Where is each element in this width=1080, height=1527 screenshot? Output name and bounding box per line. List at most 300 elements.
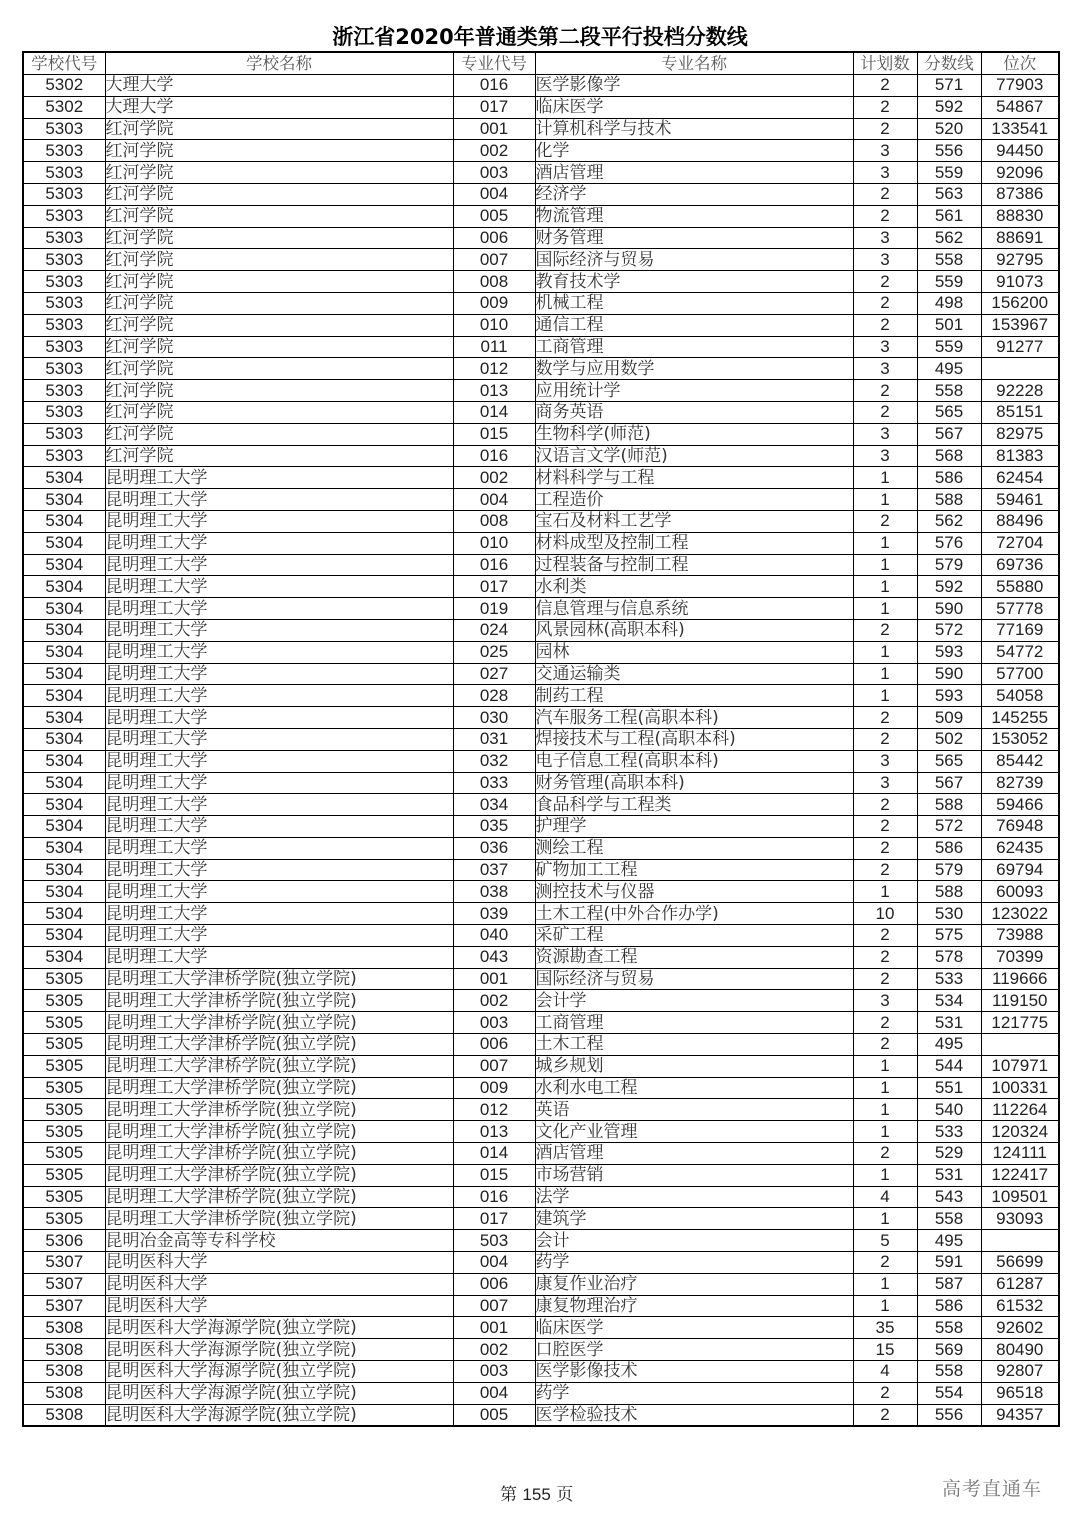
cell-plan-count: 2	[853, 1252, 917, 1274]
cell-major-name: 交通运输类	[535, 663, 853, 685]
table-row	[23, 881, 1059, 903]
cell-score-line: 593	[917, 641, 981, 663]
cell-school-name: 昆明理工大学	[105, 903, 453, 925]
cell-rank: 61532	[981, 1295, 1059, 1317]
cell-rank: 54058	[981, 685, 1059, 707]
cell-school-name: 昆明理工大学	[105, 641, 453, 663]
cell-rank: 156200	[981, 292, 1059, 314]
cell-score-line: 551	[917, 1077, 981, 1099]
cell-major-code: 005	[453, 205, 535, 227]
cell-major-name: 材料成型及控制工程	[535, 532, 853, 554]
cell-major-code: 007	[453, 1295, 535, 1317]
cell-major-code: 028	[453, 685, 535, 707]
table-row	[23, 598, 1059, 620]
cell-plan-count: 2	[853, 1404, 917, 1426]
header-school-code: 学校代号	[23, 52, 105, 75]
cell-rank: 93093	[981, 1208, 1059, 1230]
cell-school-name: 昆明理工大学	[105, 489, 453, 511]
cell-plan-count: 2	[853, 794, 917, 816]
cell-rank: 87386	[981, 183, 1059, 205]
cell-major-name: 国际经济与贸易	[535, 249, 853, 271]
cell-school-name: 昆明理工大学津桥学院(独立学院)	[105, 1099, 453, 1121]
cell-plan-count: 2	[853, 314, 917, 336]
cell-rank: 72704	[981, 532, 1059, 554]
cell-major-name: 宝石及材料工艺学	[535, 510, 853, 532]
cell-rank: 92807	[981, 1361, 1059, 1383]
cell-rank: 107971	[981, 1055, 1059, 1077]
cell-rank: 112264	[981, 1099, 1059, 1121]
cell-major-name: 信息管理与信息系统	[535, 598, 853, 620]
table-row	[23, 968, 1059, 990]
cell-score-line: 572	[917, 619, 981, 641]
cell-school-name: 昆明医科大学	[105, 1252, 453, 1274]
table-row	[23, 423, 1059, 445]
table-row	[23, 619, 1059, 641]
cell-score-line: 559	[917, 336, 981, 358]
cell-rank: 62435	[981, 837, 1059, 859]
cell-score-line: 554	[917, 1382, 981, 1404]
cell-school-code: 5304	[23, 707, 105, 729]
cell-score-line: 495	[917, 1034, 981, 1056]
cell-score-line: 556	[917, 1404, 981, 1426]
cell-major-code: 043	[453, 946, 535, 968]
cell-school-code: 5304	[23, 837, 105, 859]
table-row	[23, 554, 1059, 576]
cell-major-code: 034	[453, 794, 535, 816]
cell-school-name: 昆明理工大学津桥学院(独立学院)	[105, 1077, 453, 1099]
cell-major-name: 采矿工程	[535, 925, 853, 947]
cell-school-code: 5307	[23, 1252, 105, 1274]
cell-rank	[981, 358, 1059, 380]
cell-school-name: 红河学院	[105, 423, 453, 445]
cell-major-name: 商务英语	[535, 401, 853, 423]
cell-rank: 96518	[981, 1382, 1059, 1404]
cell-major-code: 004	[453, 1252, 535, 1274]
cell-score-line: 587	[917, 1273, 981, 1295]
cell-major-code: 007	[453, 249, 535, 271]
cell-major-code: 004	[453, 1382, 535, 1404]
table-row	[23, 1055, 1059, 1077]
cell-plan-count: 1	[853, 1099, 917, 1121]
cell-plan-count: 1	[853, 1273, 917, 1295]
cell-major-name: 医学影像技术	[535, 1361, 853, 1383]
cell-major-name: 会计	[535, 1230, 853, 1252]
cell-plan-count: 2	[853, 75, 917, 97]
cell-plan-count: 3	[853, 358, 917, 380]
cell-school-code: 5303	[23, 292, 105, 314]
cell-plan-count: 1	[853, 881, 917, 903]
cell-rank: 70399	[981, 946, 1059, 968]
cell-plan-count: 2	[853, 728, 917, 750]
cell-major-code: 025	[453, 641, 535, 663]
cell-school-name: 昆明理工大学	[105, 663, 453, 685]
cell-school-name: 昆明理工大学	[105, 510, 453, 532]
cell-rank: 77903	[981, 75, 1059, 97]
cell-school-code: 5304	[23, 881, 105, 903]
cell-school-name: 红河学院	[105, 271, 453, 293]
cell-major-name: 焊接技术与工程(高职本科)	[535, 728, 853, 750]
cell-school-name: 昆明理工大学津桥学院(独立学院)	[105, 1164, 453, 1186]
table-row	[23, 1317, 1059, 1339]
cell-school-name: 昆明理工大学	[105, 532, 453, 554]
cell-plan-count: 3	[853, 249, 917, 271]
table-row	[23, 380, 1059, 402]
cell-plan-count: 2	[853, 271, 917, 293]
cell-major-name: 机械工程	[535, 292, 853, 314]
cell-rank: 73988	[981, 925, 1059, 947]
cell-major-code: 030	[453, 707, 535, 729]
cell-school-code: 5303	[23, 271, 105, 293]
cell-school-name: 红河学院	[105, 227, 453, 249]
page-number-value: 155	[522, 1485, 551, 1504]
cell-plan-count: 2	[853, 946, 917, 968]
cell-plan-count: 2	[853, 1143, 917, 1165]
cell-score-line: 590	[917, 663, 981, 685]
header-school-name: 学校名称	[105, 52, 453, 75]
cell-rank: 145255	[981, 707, 1059, 729]
cell-school-code: 5304	[23, 772, 105, 794]
cell-major-name: 材料科学与工程	[535, 467, 853, 489]
cell-school-code: 5305	[23, 1012, 105, 1034]
cell-plan-count: 3	[853, 140, 917, 162]
cell-school-name: 昆明理工大学	[105, 467, 453, 489]
cell-school-name: 红河学院	[105, 336, 453, 358]
cell-school-name: 大理大学	[105, 75, 453, 97]
cell-rank: 85442	[981, 750, 1059, 772]
cell-rank: 153967	[981, 314, 1059, 336]
score-table	[22, 51, 1060, 1427]
cell-score-line: 533	[917, 968, 981, 990]
cell-plan-count: 2	[853, 925, 917, 947]
cell-school-name: 红河学院	[105, 183, 453, 205]
cell-major-name: 药学	[535, 1382, 853, 1404]
cell-rank: 153052	[981, 728, 1059, 750]
cell-major-name: 测绘工程	[535, 837, 853, 859]
cell-school-code: 5304	[23, 532, 105, 554]
cell-major-code: 002	[453, 990, 535, 1012]
table-row	[23, 707, 1059, 729]
cell-plan-count: 1	[853, 598, 917, 620]
cell-school-name: 昆明理工大学	[105, 707, 453, 729]
cell-major-code: 012	[453, 358, 535, 380]
cell-major-code: 001	[453, 1317, 535, 1339]
cell-plan-count: 4	[853, 1186, 917, 1208]
cell-major-code: 015	[453, 423, 535, 445]
table-row	[23, 1273, 1059, 1295]
cell-plan-count: 2	[853, 401, 917, 423]
cell-rank: 82739	[981, 772, 1059, 794]
cell-school-name: 昆明医科大学海源学院(独立学院)	[105, 1361, 453, 1383]
cell-major-code: 017	[453, 576, 535, 598]
cell-rank: 109501	[981, 1186, 1059, 1208]
table-row	[23, 1099, 1059, 1121]
cell-major-name: 工商管理	[535, 1012, 853, 1034]
cell-rank: 54867	[981, 96, 1059, 118]
cell-plan-count: 2	[853, 183, 917, 205]
table-row	[23, 96, 1059, 118]
cell-school-name: 红河学院	[105, 358, 453, 380]
cell-school-name: 红河学院	[105, 140, 453, 162]
cell-major-name: 化学	[535, 140, 853, 162]
cell-major-name: 经济学	[535, 183, 853, 205]
cell-score-line: 592	[917, 576, 981, 598]
cell-school-code: 5304	[23, 794, 105, 816]
cell-school-name: 昆明理工大学	[105, 576, 453, 598]
cell-plan-count: 15	[853, 1339, 917, 1361]
cell-rank	[981, 1230, 1059, 1252]
cell-school-name: 昆明理工大学津桥学院(独立学院)	[105, 1208, 453, 1230]
cell-score-line: 592	[917, 96, 981, 118]
cell-major-code: 010	[453, 314, 535, 336]
cell-rank: 85151	[981, 401, 1059, 423]
cell-plan-count: 2	[853, 1382, 917, 1404]
table-row	[23, 1186, 1059, 1208]
cell-major-name: 汽车服务工程(高职本科)	[535, 707, 853, 729]
cell-major-name: 土木工程(中外合作办学)	[535, 903, 853, 925]
cell-rank: 56699	[981, 1252, 1059, 1274]
cell-plan-count: 3	[853, 336, 917, 358]
cell-major-code: 016	[453, 554, 535, 576]
cell-rank: 92228	[981, 380, 1059, 402]
cell-plan-count: 2	[853, 837, 917, 859]
cell-school-name: 昆明冶金高等专科学校	[105, 1230, 453, 1252]
cell-rank: 55880	[981, 576, 1059, 598]
cell-major-name: 建筑学	[535, 1208, 853, 1230]
cell-rank: 81383	[981, 445, 1059, 467]
cell-plan-count: 2	[853, 118, 917, 140]
cell-school-name: 大理大学	[105, 96, 453, 118]
cell-major-code: 040	[453, 925, 535, 947]
cell-major-name: 数学与应用数学	[535, 358, 853, 380]
cell-score-line: 590	[917, 598, 981, 620]
header-rank: 位次	[981, 52, 1059, 75]
cell-plan-count: 5	[853, 1230, 917, 1252]
cell-major-code: 004	[453, 489, 535, 511]
cell-major-name: 财务管理(高职本科)	[535, 772, 853, 794]
cell-school-code: 5303	[23, 445, 105, 467]
table-row	[23, 990, 1059, 1012]
cell-school-code: 5305	[23, 1121, 105, 1143]
cell-major-code: 015	[453, 1164, 535, 1186]
table-row	[23, 837, 1059, 859]
cell-major-code: 008	[453, 271, 535, 293]
brand-watermark: 高考直通车	[942, 1478, 1043, 1500]
cell-major-name: 水利类	[535, 576, 853, 598]
cell-rank: 122417	[981, 1164, 1059, 1186]
cell-score-line: 558	[917, 1317, 981, 1339]
cell-school-code: 5305	[23, 1099, 105, 1121]
table-row	[23, 336, 1059, 358]
cell-rank: 94450	[981, 140, 1059, 162]
cell-school-name: 红河学院	[105, 314, 453, 336]
cell-school-name: 昆明医科大学海源学院(独立学院)	[105, 1404, 453, 1426]
cell-score-line: 571	[917, 75, 981, 97]
table-row	[23, 445, 1059, 467]
cell-major-name: 护理学	[535, 816, 853, 838]
cell-school-code: 5304	[23, 663, 105, 685]
table-row	[23, 1361, 1059, 1383]
cell-school-name: 昆明理工大学	[105, 946, 453, 968]
cell-rank	[981, 1034, 1059, 1056]
cell-major-code: 037	[453, 859, 535, 881]
cell-plan-count: 4	[853, 1361, 917, 1383]
cell-rank: 119150	[981, 990, 1059, 1012]
cell-major-name: 通信工程	[535, 314, 853, 336]
cell-school-name: 昆明理工大学津桥学院(独立学院)	[105, 1121, 453, 1143]
cell-school-code: 5305	[23, 968, 105, 990]
cell-score-line: 534	[917, 990, 981, 1012]
cell-rank: 69794	[981, 859, 1059, 881]
cell-score-line: 562	[917, 227, 981, 249]
header-score-line: 分数线	[917, 52, 981, 75]
cell-school-name: 昆明理工大学	[105, 837, 453, 859]
cell-rank: 92602	[981, 1317, 1059, 1339]
cell-rank: 100331	[981, 1077, 1059, 1099]
cell-major-name: 医学检验技术	[535, 1404, 853, 1426]
cell-school-code: 5303	[23, 249, 105, 271]
table-row	[23, 816, 1059, 838]
cell-school-code: 5305	[23, 1186, 105, 1208]
table-row	[23, 489, 1059, 511]
cell-major-name: 园林	[535, 641, 853, 663]
cell-score-line: 520	[917, 118, 981, 140]
table-row	[23, 314, 1059, 336]
cell-school-code: 5304	[23, 946, 105, 968]
cell-school-code: 5307	[23, 1295, 105, 1317]
cell-plan-count: 1	[853, 532, 917, 554]
cell-score-line: 558	[917, 380, 981, 402]
cell-score-line: 588	[917, 881, 981, 903]
cell-plan-count: 1	[853, 467, 917, 489]
table-row	[23, 1143, 1059, 1165]
table-row	[23, 859, 1059, 881]
cell-school-code: 5305	[23, 990, 105, 1012]
cell-school-code: 5306	[23, 1230, 105, 1252]
table-header-row	[23, 52, 1059, 75]
cell-school-code: 5303	[23, 140, 105, 162]
table-row	[23, 205, 1059, 227]
cell-school-code: 5303	[23, 183, 105, 205]
table-row	[23, 118, 1059, 140]
cell-school-name: 昆明医科大学海源学院(独立学院)	[105, 1382, 453, 1404]
cell-score-line: 558	[917, 249, 981, 271]
table-row	[23, 685, 1059, 707]
cell-school-code: 5303	[23, 162, 105, 184]
cell-score-line: 495	[917, 1230, 981, 1252]
cell-rank: 59461	[981, 489, 1059, 511]
cell-major-name: 康复作业治疗	[535, 1273, 853, 1295]
cell-major-code: 006	[453, 227, 535, 249]
cell-major-code: 002	[453, 140, 535, 162]
cell-rank: 88691	[981, 227, 1059, 249]
cell-plan-count: 35	[853, 1317, 917, 1339]
cell-rank: 76948	[981, 816, 1059, 838]
table-row	[23, 663, 1059, 685]
cell-plan-count: 2	[853, 859, 917, 881]
cell-major-name: 制药工程	[535, 685, 853, 707]
cell-school-code: 5304	[23, 619, 105, 641]
cell-plan-count: 1	[853, 1055, 917, 1077]
cell-school-name: 红河学院	[105, 249, 453, 271]
table-row	[23, 358, 1059, 380]
table-row	[23, 75, 1059, 97]
cell-school-name: 昆明理工大学	[105, 816, 453, 838]
cell-major-name: 酒店管理	[535, 1143, 853, 1165]
cell-school-name: 昆明医科大学	[105, 1295, 453, 1317]
cell-school-code: 5303	[23, 118, 105, 140]
cell-school-code: 5302	[23, 96, 105, 118]
cell-rank: 57778	[981, 598, 1059, 620]
cell-rank: 69736	[981, 554, 1059, 576]
cell-school-code: 5305	[23, 1208, 105, 1230]
cell-school-code: 5308	[23, 1404, 105, 1426]
cell-score-line: 530	[917, 903, 981, 925]
cell-major-code: 012	[453, 1099, 535, 1121]
cell-score-line: 556	[917, 140, 981, 162]
cell-school-code: 5304	[23, 489, 105, 511]
cell-score-line: 588	[917, 794, 981, 816]
cell-major-name: 矿物加工工程	[535, 859, 853, 881]
cell-rank: 91073	[981, 271, 1059, 293]
cell-school-code: 5305	[23, 1077, 105, 1099]
cell-major-name: 资源勘查工程	[535, 946, 853, 968]
table-row	[23, 510, 1059, 532]
table-row	[23, 1295, 1059, 1317]
cell-major-code: 024	[453, 619, 535, 641]
cell-major-name: 医学影像学	[535, 75, 853, 97]
cell-school-code: 5305	[23, 1055, 105, 1077]
cell-major-code: 002	[453, 1339, 535, 1361]
cell-school-code: 5303	[23, 205, 105, 227]
cell-plan-count: 2	[853, 1034, 917, 1056]
cell-plan-count: 1	[853, 554, 917, 576]
cell-rank: 77169	[981, 619, 1059, 641]
table-row	[23, 1404, 1059, 1426]
cell-plan-count: 1	[853, 1208, 917, 1230]
cell-rank: 120324	[981, 1121, 1059, 1143]
cell-major-code: 017	[453, 1208, 535, 1230]
cell-plan-count: 2	[853, 1012, 917, 1034]
cell-plan-count: 2	[853, 96, 917, 118]
cell-school-name: 昆明理工大学	[105, 750, 453, 772]
cell-school-code: 5303	[23, 423, 105, 445]
cell-rank: 88830	[981, 205, 1059, 227]
cell-major-name: 风景园林(高职本科)	[535, 619, 853, 641]
cell-major-code: 032	[453, 750, 535, 772]
cell-major-name: 国际经济与贸易	[535, 968, 853, 990]
cell-school-code: 5308	[23, 1317, 105, 1339]
cell-school-code: 5304	[23, 925, 105, 947]
cell-major-name: 水利水电工程	[535, 1077, 853, 1099]
cell-major-name: 工程造价	[535, 489, 853, 511]
cell-plan-count: 1	[853, 1121, 917, 1143]
cell-major-name: 电子信息工程(高职本科)	[535, 750, 853, 772]
cell-rank: 121775	[981, 1012, 1059, 1034]
cell-score-line: 501	[917, 314, 981, 336]
cell-major-name: 临床医学	[535, 96, 853, 118]
table-row	[23, 1077, 1059, 1099]
table-row	[23, 1034, 1059, 1056]
cell-rank: 119666	[981, 968, 1059, 990]
cell-plan-count: 1	[853, 1077, 917, 1099]
cell-school-code: 5305	[23, 1143, 105, 1165]
document-title: 浙江省2020年普通类第二段平行投档分数线	[332, 25, 748, 49]
cell-rank: 91277	[981, 336, 1059, 358]
table-row	[23, 401, 1059, 423]
cell-school-code: 5305	[23, 1034, 105, 1056]
cell-score-line: 531	[917, 1164, 981, 1186]
cell-school-name: 昆明理工大学	[105, 925, 453, 947]
